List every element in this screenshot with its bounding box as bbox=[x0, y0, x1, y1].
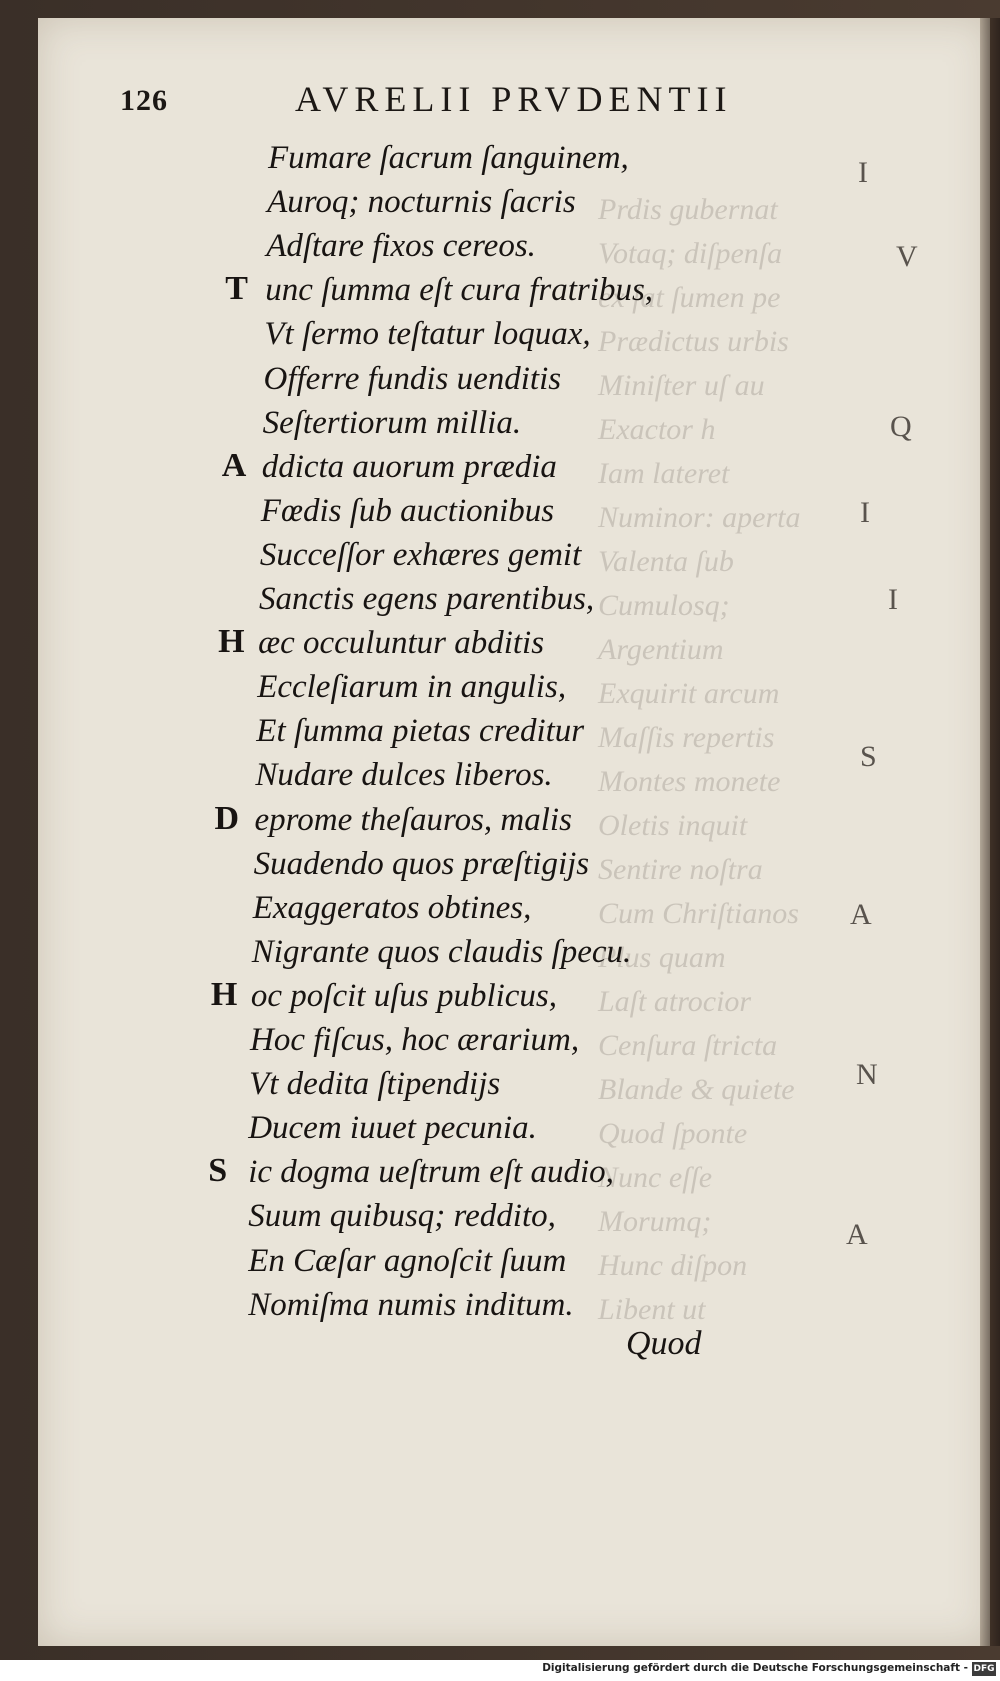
verse-line: Auroq; nocturnis ſacris bbox=[267, 184, 576, 221]
running-title: AVRELII PRVDENTII bbox=[295, 79, 733, 119]
margin-letter: A bbox=[850, 898, 872, 931]
catchword: Quod bbox=[626, 1325, 702, 1362]
verse-line: Offerre fundis uenditis bbox=[263, 360, 562, 397]
digitization-footer bbox=[0, 1660, 1000, 1681]
verse-line: Sanctis egens parentibus, bbox=[259, 581, 595, 617]
verse-line: Adſtare fixos cereos. bbox=[266, 228, 536, 265]
margin-letter: I bbox=[888, 583, 898, 616]
verse-line: Vt dedita ſtipendijs bbox=[249, 1066, 501, 1103]
verse-line: Et ſumma pietas creditur bbox=[256, 713, 585, 750]
verse-line: Hoc fiſcus, hoc ærarium, bbox=[250, 1022, 580, 1058]
margin-letter: I bbox=[860, 496, 870, 529]
margin-letter: A bbox=[846, 1218, 868, 1251]
verse-line: eprome theſauros, malis bbox=[254, 801, 572, 838]
verse-line: Suum quibusq; reddito, bbox=[248, 1198, 556, 1235]
verse-line: Nomiſma numis inditum. bbox=[248, 1286, 574, 1323]
verse-line: ddicta auorum prædia bbox=[261, 448, 557, 485]
verse-line: Fœdis ſub auctionibus bbox=[260, 492, 555, 529]
verse-line: Nudare dulces liberos. bbox=[255, 757, 553, 794]
verse-line: Fumare ſacrum ſanguinem, bbox=[268, 140, 629, 176]
dfg-logo-icon: DFG bbox=[973, 1664, 995, 1674]
margin-letter: I bbox=[858, 156, 868, 189]
verse-line: Ducem iuuet pecunia. bbox=[248, 1110, 537, 1147]
margin-letter: N bbox=[856, 1058, 878, 1091]
stanza-initial: T bbox=[225, 270, 248, 308]
margin-letter: V bbox=[896, 240, 918, 273]
stanza-initial: H bbox=[218, 623, 245, 661]
verse-line: Exaggeratos obtines, bbox=[252, 889, 532, 926]
verse-line: En Cæſar agnoſcit ſuum bbox=[248, 1242, 567, 1279]
page-number: 126 bbox=[120, 84, 168, 117]
verse-line: oc poſcit uſus publicus, bbox=[250, 977, 558, 1014]
stanza-initial: A bbox=[221, 446, 247, 484]
stanza-initial: S bbox=[208, 1152, 228, 1190]
stanza-initial: H bbox=[210, 975, 238, 1013]
verse-line: unc ſumma eſt cura fratribus, bbox=[265, 272, 654, 309]
page-header bbox=[120, 78, 880, 118]
stanza-initial: D bbox=[214, 799, 240, 837]
verse-line: Seſtertiorum millia. bbox=[262, 404, 522, 441]
margin-letter: S bbox=[860, 740, 877, 773]
margin-letter: Q bbox=[890, 410, 912, 443]
show-through-text: Prdis gubernat Votaq; diſpenſa ex ſat ſumen pe Prædictus urbis Miniſter uſ au Exactor h Iam lateret Numinor: aperta Valenta ſub Cumulosq; Argentium Exquirit arcum Maſſis repertis Montes monete Oletis inquit Sentire noſtra Cum Chriſtianos Plus quam Laſt atrocior Cenſura ſtricta Blande & quiete Quod ſponte Nunc eſſe Morumq; Hunc diſpon Libent ut bbox=[598, 193, 801, 1326]
verse-line: Vt ſermo teſtatur loquax, bbox=[264, 316, 591, 353]
verse-line: Eccleſiarum in angulis, bbox=[257, 669, 567, 706]
verse-line: Succeſſor exhæres gemit bbox=[259, 536, 582, 573]
verse-line: Suadendo quos præſtigijs bbox=[253, 845, 590, 882]
verse-line: ic dogma ueſtrum eſt audio, bbox=[248, 1154, 614, 1191]
footer-credit: Digitalisierung gefördert durch die Deutsche Forschungsgemeinschaft - bbox=[542, 1662, 968, 1674]
verse-line: Nigrante quos claudis ſpecu. bbox=[251, 933, 632, 970]
verse-line: æc occuluntur abditis bbox=[258, 625, 545, 662]
